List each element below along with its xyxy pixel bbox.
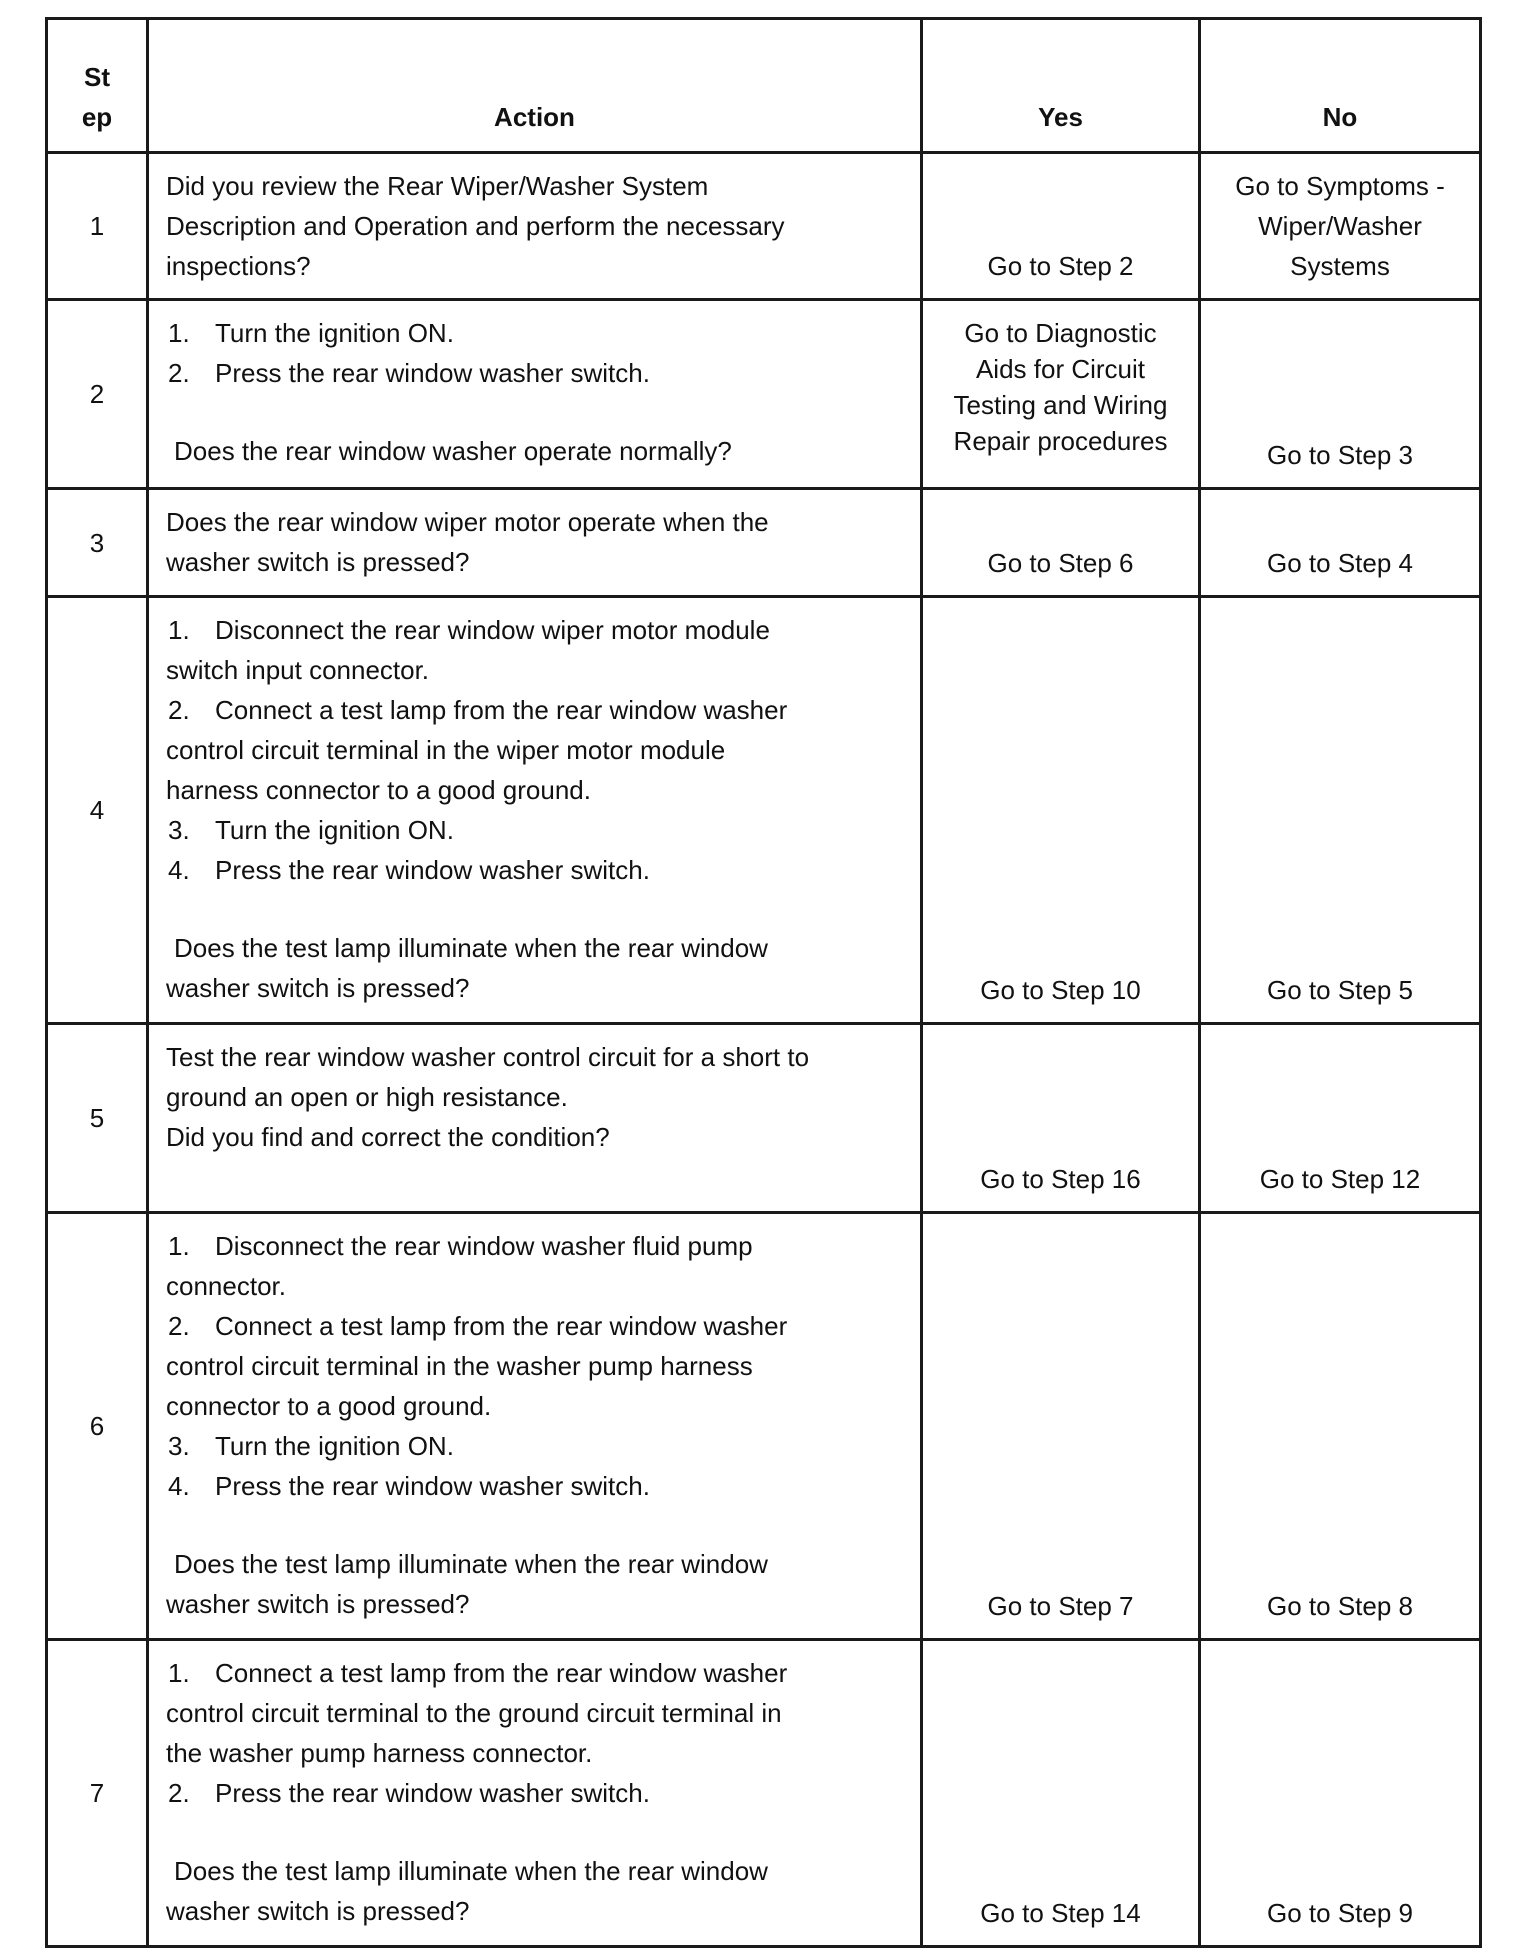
no-cell xyxy=(1200,597,1481,1024)
action-step-line: 2. Press the rear window washer switch. xyxy=(166,353,904,393)
step-index: 4. xyxy=(168,1471,190,1501)
action-cell xyxy=(148,153,922,300)
action-cell xyxy=(148,1213,922,1640)
yes-cell xyxy=(922,1024,1200,1213)
action-cell xyxy=(148,1640,922,1947)
yes-text: Go to Step 10 xyxy=(980,975,1141,1005)
action-step-line: the washer pump harness connector. xyxy=(166,1738,593,1768)
header-no: No xyxy=(1200,19,1481,153)
step-index: 4. xyxy=(168,855,190,885)
action-text: Did you review the Rear Wiper/Washer System xyxy=(166,171,709,201)
yes-text: Go to Step 7 xyxy=(987,1591,1134,1621)
yes-text: Go to Step 16 xyxy=(980,1164,1141,1194)
no-cell xyxy=(1200,300,1481,489)
yes-text: Go to Step 2 xyxy=(987,251,1134,281)
action-step-line: 4. Press the rear window washer switch. xyxy=(166,850,904,890)
action-step-line: 2. Connect a test lamp from the rear window washer xyxy=(166,690,904,730)
header-row xyxy=(47,19,1481,153)
action-text: Description and Operation and perform the necessary xyxy=(166,211,785,241)
no-cell xyxy=(1200,1640,1481,1947)
action-step-line: 2. Press the rear window washer switch. xyxy=(166,1773,904,1813)
action-question: Does the rear window washer operate normally? xyxy=(174,436,732,466)
table-row xyxy=(47,1213,1481,1640)
action-question: washer switch is pressed? xyxy=(166,1589,470,1619)
yes-cell xyxy=(922,153,1200,300)
action-step-line: 3. Turn the ignition ON. xyxy=(166,1426,904,1466)
yes-cell xyxy=(922,300,1200,489)
yes-text: Repair procedures xyxy=(953,426,1168,456)
action-question: Does the test lamp illuminate when the rear window xyxy=(174,1549,768,1579)
action-question: Does the test lamp illuminate when the rear window xyxy=(174,1856,768,1886)
step-number: 1 xyxy=(47,153,148,300)
step-index: 1. xyxy=(168,1658,190,1688)
yes-text: Testing and Wiring xyxy=(953,390,1168,420)
action-step-line: connector to a good ground. xyxy=(166,1391,492,1421)
yes-cell xyxy=(922,489,1200,597)
table-row xyxy=(47,1024,1481,1213)
action-question: Does the test lamp illuminate when the rear window xyxy=(174,933,768,963)
no-text: Go to Symptoms - xyxy=(1235,171,1445,201)
yes-text: Aids for Circuit xyxy=(975,354,1146,384)
yes-cell xyxy=(922,1640,1200,1947)
step-index: 1. xyxy=(168,1231,190,1261)
action-step-line: 1. Connect a test lamp from the rear window washer xyxy=(166,1653,904,1693)
action-text: Test the rear window washer control circuit for a short to xyxy=(166,1042,810,1072)
step-index: 1. xyxy=(168,615,190,645)
step-index: 2. xyxy=(168,1778,190,1808)
action-step-line: 1. Disconnect the rear window washer fluid pump xyxy=(166,1226,904,1266)
action-question: washer switch is pressed? xyxy=(166,1896,470,1926)
yes-text: Go to Diagnostic xyxy=(964,318,1157,348)
step-index: 2. xyxy=(168,358,190,388)
step-index: 2. xyxy=(168,695,190,725)
action-text: inspections? xyxy=(166,251,311,281)
yes-cell xyxy=(922,597,1200,1024)
diagnostic-table xyxy=(45,17,1482,1948)
no-cell xyxy=(1200,153,1481,300)
action-step-line: control circuit terminal in the wiper motor module xyxy=(166,735,726,765)
action-step-line: 2. Connect a test lamp from the rear window washer xyxy=(166,1306,904,1346)
step-index: 1. xyxy=(168,318,190,348)
no-cell xyxy=(1200,489,1481,597)
step-number: 6 xyxy=(47,1213,148,1640)
no-text: Go to Step 8 xyxy=(1267,1591,1413,1621)
action-step-line: control circuit terminal to the ground circuit terminal in xyxy=(166,1698,782,1728)
action-text: ground an open or high resistance. xyxy=(166,1082,568,1112)
no-text: Go to Step 4 xyxy=(1267,548,1413,578)
no-text: Systems xyxy=(1290,251,1390,281)
no-cell xyxy=(1200,1213,1481,1640)
table-row xyxy=(47,153,1481,300)
step-index: 3. xyxy=(168,815,190,845)
action-step-line: switch input connector. xyxy=(166,655,430,685)
yes-text: Go to Step 14 xyxy=(980,1898,1141,1928)
step-number: 2 xyxy=(47,300,148,489)
table-row xyxy=(47,597,1481,1024)
action-step-line: 3. Turn the ignition ON. xyxy=(166,810,904,850)
step-number: 3 xyxy=(47,489,148,597)
no-text: Go to Step 9 xyxy=(1267,1898,1413,1928)
step-index: 2. xyxy=(168,1311,190,1341)
step-number: 5 xyxy=(47,1024,148,1213)
header-yes: Yes xyxy=(922,19,1200,153)
no-text: Wiper/Washer xyxy=(1258,211,1422,241)
action-step-line: 4. Press the rear window washer switch. xyxy=(166,1466,904,1506)
action-step-line: 1. Turn the ignition ON. xyxy=(166,313,904,353)
step-number: 7 xyxy=(47,1640,148,1947)
action-text: Did you find and correct the condition? xyxy=(166,1122,610,1152)
yes-text: Go to Step 6 xyxy=(987,548,1134,578)
action-step-line: 1. Disconnect the rear window wiper motor module xyxy=(166,610,904,650)
action-cell xyxy=(148,300,922,489)
header-step: St ep xyxy=(47,19,148,153)
action-cell xyxy=(148,597,922,1024)
step-number: 4 xyxy=(47,597,148,1024)
action-step-line: connector. xyxy=(166,1271,286,1301)
action-cell xyxy=(148,489,922,597)
table-row xyxy=(47,300,1481,489)
action-text: washer switch is pressed? xyxy=(166,547,470,577)
no-text: Go to Step 3 xyxy=(1267,440,1413,470)
table-row xyxy=(47,1640,1481,1947)
no-text: Go to Step 12 xyxy=(1259,1164,1421,1194)
header-action: Action xyxy=(148,19,922,153)
action-text: Does the rear window wiper motor operate when the xyxy=(166,507,769,537)
no-text: Go to Step 5 xyxy=(1267,975,1413,1005)
action-cell xyxy=(148,1024,922,1213)
no-cell xyxy=(1200,1024,1481,1213)
action-question: washer switch is pressed? xyxy=(166,973,470,1003)
action-step-line: harness connector to a good ground. xyxy=(166,775,591,805)
table-row xyxy=(47,489,1481,597)
action-step-line: control circuit terminal in the washer pump harness xyxy=(166,1351,753,1381)
step-index: 3. xyxy=(168,1431,190,1461)
yes-cell xyxy=(922,1213,1200,1640)
